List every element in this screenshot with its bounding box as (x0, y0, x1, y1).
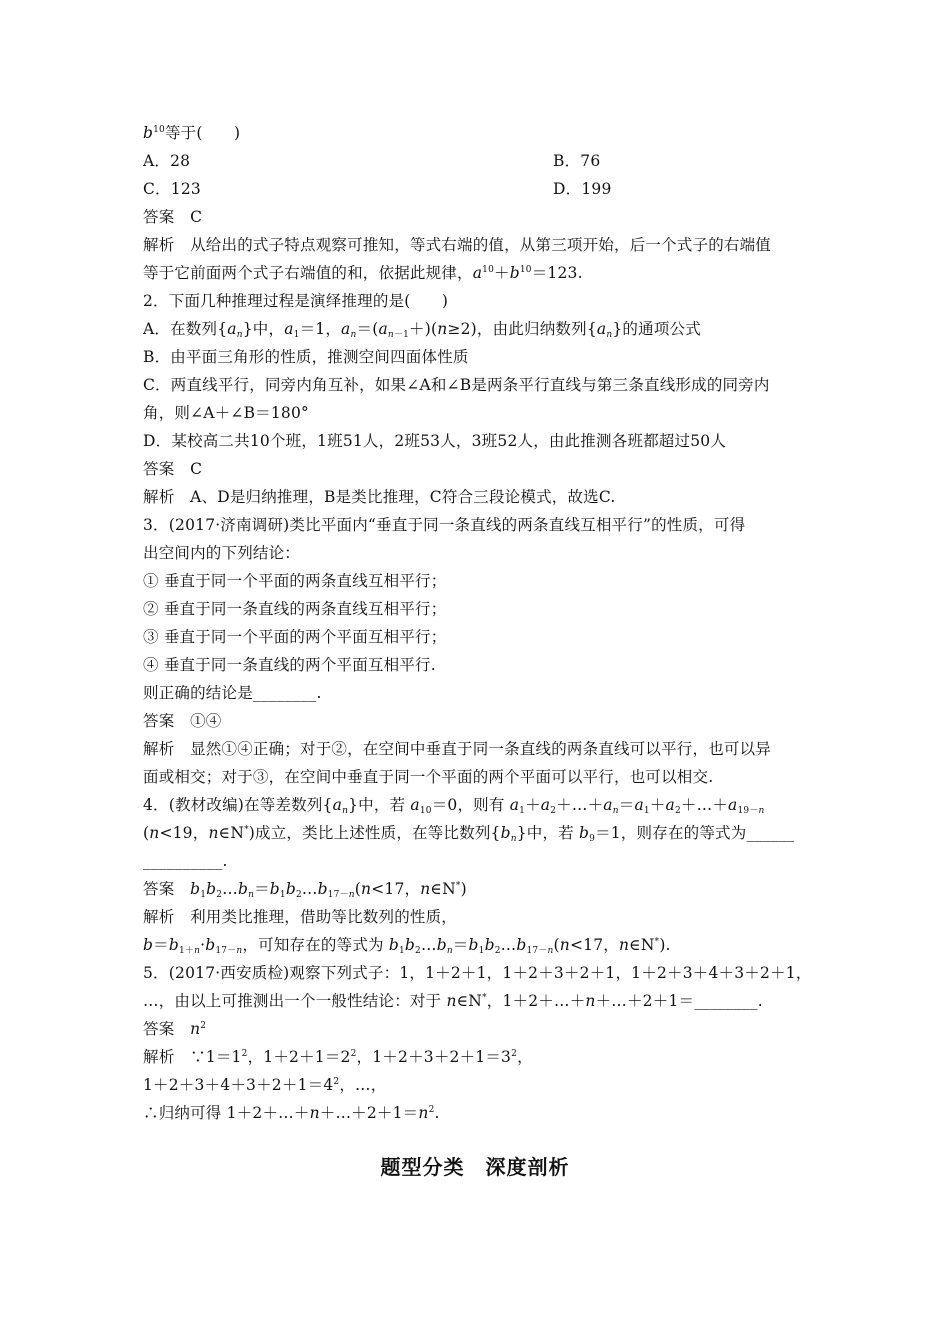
q4-analysis-line1: 解析 利用类比推理，借助等比数列的性质， (143, 908, 458, 926)
q1-options-ab (143, 151, 823, 171)
q2-option-c-line1: C．两直线平行，同旁内角互补，如果∠A和∠B是两条平行直线与第三条直线形成的同旁内 (143, 376, 770, 394)
q3-item-1: ① 垂直于同一个平面的两条直线互相平行； (143, 572, 447, 590)
q1-option-d: D．199 (553, 180, 612, 198)
q5-analysis-line3: ∴归纳可得 $1+2+\dots+n+\dots+2+1=n^2$. (143, 1104, 440, 1122)
q5-analysis-line2: $1+2+3+4+3+2+1=4^2$，…， (143, 1076, 387, 1094)
q3-item-4: ④ 垂直于同一条直线的两个平面互相平行. (143, 656, 436, 674)
q5-stem-line1: 5．(2017·西安质检)观察下列式子：1，1＋2＋1，1＋2＋3＋2＋1，1＋2＋3＋4＋3＋2＋1， (143, 964, 812, 982)
q3-analysis-line1: 解析 显然①④正确；对于②，在空间中垂直于同一条直线的两条直线可以平行，也可以异 (143, 740, 772, 758)
q2-answer: 答案 C (143, 460, 203, 478)
q4-answer: 答案 $b_1b_2\dots b_n=b_1b_2\dots b_{17-n}(n<17$，n∈N*) (143, 880, 467, 900)
q5-stem-line2: …，由以上可推测出一个一般性结论：对于 n∈N*，1＋2＋…＋n＋…＋2＋1＝________. (143, 992, 763, 1010)
q2-option-b: B．由平面三角形的性质，推测空间四面体性质 (143, 348, 469, 366)
q1-option-b: B．76 (553, 152, 601, 170)
q5-answer: 答案 $n^2$ (143, 1020, 207, 1038)
q4-stem-line3: __________. (143, 852, 228, 870)
q1-analysis-line1: 解析 从给出的式子特点观察可推知，等式右端的值，从第三项开始，后一个式子的右端值 (143, 236, 772, 254)
q1-options-cd (143, 179, 823, 199)
q2-option-d: D．某校高二共10个班，1班51人，2班53人，3班52人，由此推测各班都超过50人 (143, 432, 727, 450)
q2-option-a: A．在数列$\{a_n\}$中，$a_1=1$，$a_n=(a_{n-1}+)(n\ge 2)$，由此归纳数列$\{a_n\}$的通项公式 (143, 320, 701, 340)
q3-stem-line2: 出空间内的下列结论： (143, 544, 301, 562)
q3-item-3: ③ 垂直于同一个平面的两个平面互相平行； (143, 628, 447, 646)
q4-stem-line2: (n<19，n∈N*)成立，类比上述性质，在等比数列$\{b_n\}$中，若 $b_9=1$，则存在的等式为______ (143, 824, 795, 844)
q2-stem: 2．下面几种推理过程是演绎推理的是( ) (143, 292, 449, 310)
q1-analysis-line2: 等于它前面两个式子右端值的和，依据此规律，$a^{10}+b^{10}=123$. (143, 264, 583, 282)
q1-answer: 答案 C (143, 208, 203, 226)
q1-option-a: A．28 (143, 152, 191, 170)
q4-analysis-line2: $b=b_{1+n}\cdot b_{17-n}$，可知存在的等式为 $b_1b_2\dots b_n=b_1b_2\dots b_{17-n}(n<17$，n∈N*). (143, 936, 671, 956)
q2-option-c-line2: 角，则∠A＋∠B＝180° (143, 404, 309, 422)
q3-item-2: ② 垂直于同一条直线的两条直线互相平行； (143, 600, 447, 618)
q1-option-c: C．123 (143, 180, 201, 198)
q3-answer: 答案 ①④ (143, 712, 222, 730)
q3-ask: 则正确的结论是________. (143, 684, 322, 702)
q1-stem-tail: $b^{10}$等于( ) (143, 124, 241, 142)
q2-analysis: 解析 A、D是归纳推理，B是类比推理，C符合三段论模式，故选C. (143, 488, 616, 506)
q4-stem-line1: 4．(教材改编)在等差数列$\{a_n\}$中，若 $a_{10}=0$，则有 $a_1+a_2+\dots+a_n=a_1+a_2+\dots+a_{19-n}$ (143, 796, 765, 816)
q5-analysis-line1: 解析 $\because 1=1^2$，$1+2+1=2^2$，$1+2+3+2+1=3^2$， (143, 1048, 533, 1066)
q3-stem-line1: 3．(2017·济南调研)类比平面内“垂直于同一条直线的两条直线互相平行”的性质，可得 (143, 516, 746, 534)
q3-analysis-line2: 面或相交；对于③，在空间中垂直于同一个平面的两个平面可以平行，也可以相交. (143, 768, 714, 786)
section-title: 题型分类 深度剖析 (380, 1155, 570, 1179)
